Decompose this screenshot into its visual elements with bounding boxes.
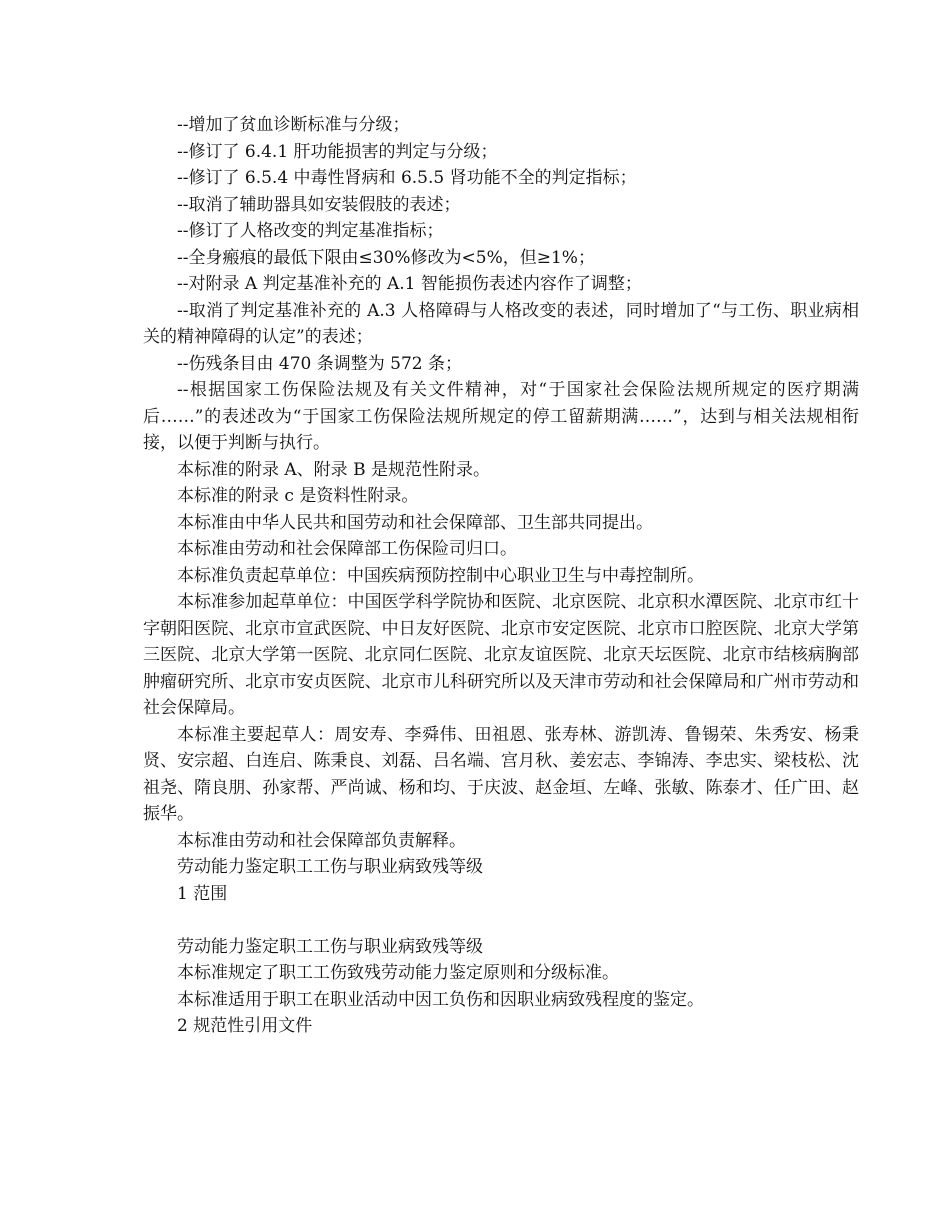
paragraph: 本标准规定了职工工伤致残劳动能力鉴定原则和分级标准。 — [177, 963, 619, 983]
paragraph: --修订了人格改变的判定基准指标； — [177, 221, 444, 241]
paragraph: 本标准主要起草人：周安寿、李舜伟、田祖恩、张寿林、游凯涛、鲁锡荣、朱秀安、杨秉贤、安宗超、白连启、陈秉良、刘磊、吕名端、宫月秋、姜宏志、李锦涛、李忠实、梁枝松、沈祖尧、隋良朋、孙家帮、严尚诚、杨和均、于庆波、赵金垣、左峰、张敏、陈泰才、任广田、赵振华。 — [143, 724, 859, 824]
paragraph: 本标准的附录 A、附录 B 是规范性附录。 — [177, 459, 490, 480]
paragraph: --全身瘢痕的最低下限由≤30%修改为<5%，但≥1%； — [177, 247, 595, 268]
paragraph: 本标准参加起草单位：中国医学科学院协和医院、北京医院、北京积水潭医院、北京市红十字朝阳医院、北京市宣武医院、中日友好医院、北京市安定医院、北京市口腔医院、北京大学第三医院、北京大学第一医院、北京同仁医院、北京友谊医院、北京天坛医院、北京市结核病胸部肿瘤研究所、北京市安贞医院、北京市儿科研究所以及天津市劳动和社会保障局和广州市劳动和社会保障局。 — [143, 592, 859, 718]
section-title: 劳动能力鉴定职工工伤与职业病致残等级 — [177, 857, 483, 877]
section-heading: 2 规范性引用文件 — [177, 1016, 313, 1036]
section-heading: 1 范围 — [177, 883, 228, 904]
blank-line — [143, 907, 859, 934]
paragraph: --取消了判定基准补充的 A.3 人格障碍与人格改变的表述，同时增加了“与工伤、职业病相关的精神障碍的认定”的表述； — [143, 300, 859, 347]
paragraph: 本标准由劳动和社会保障部工伤保险司归口。 — [177, 539, 517, 559]
paragraph: --对附录 A 判定基准补充的 A.1 智能损伤表述内容作了调整； — [177, 274, 642, 294]
paragraph: --伤残条目由 470 条调整为 572 条； — [177, 353, 462, 374]
paragraph: --取消了辅助器具如安装假肢的表述； — [177, 194, 461, 215]
paragraph: 本标准由劳动和社会保障部负责解释。 — [177, 830, 466, 851]
section-title: 劳动能力鉴定职工工伤与职业病致残等级 — [177, 936, 483, 957]
paragraph: --根据国家工伤保险法规及有关文件精神，对“于国家社会保险法规所规定的医疗期满后……”的表述改为“于国家工伤保险法规所规定的停工留薪期满……”，达到与相关法规相衔接，以便于判断与执行。 — [143, 380, 859, 453]
paragraph: --修订了 6.5.4 中毒性肾病和 6.5.5 肾功能不全的判定指标； — [177, 168, 637, 188]
paragraph: --增加了贫血诊断标准与分级； — [177, 115, 410, 135]
paragraph: 本标准适用于职工在职业活动中因工负伤和因职业病致残程度的鉴定。 — [177, 989, 704, 1010]
paragraph: 本标准负责起草单位：中国疾病预防控制中心职业卫生与中毒控制所。 — [177, 565, 704, 586]
paragraph: 本标准由中华人民共和国劳动和社会保障部、卫生部共同提出。 — [177, 512, 653, 533]
paragraph: --修订了 6.4.1 肝功能损害的判定与分级； — [177, 141, 498, 162]
document-body — [143, 112, 859, 1040]
paragraph: 本标准的附录 c 是资料性附录。 — [177, 486, 419, 506]
